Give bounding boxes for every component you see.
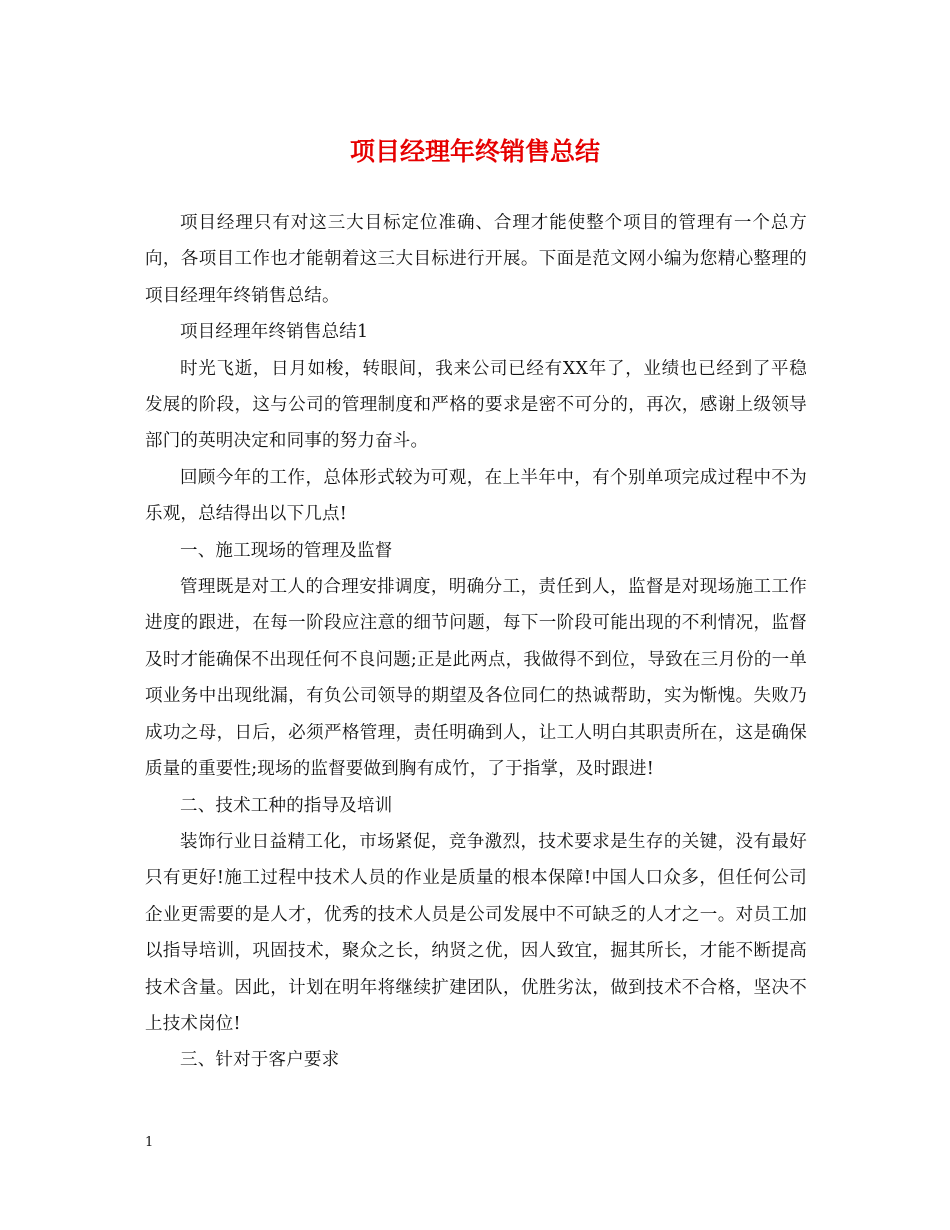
document-title: 项目经理年终销售总结 [349,137,600,166]
page-number: 1 [145,1135,154,1150]
body-paragraph: 管理既是对工人的合理安排调度，明确分工，责任到人，监督是对现场施工工作进度的跟进，在每一阶段应注意的细节问题，每下一阶段可能出现的不利情况，监督及时才能确保不出现任何不良问题;正是此两点，我做得不到位，导致在三月份的一单项业务中出现纰漏，有负公司领导的期望及各位同仁的热诚帮助，实为惭愧。失败乃成功之母，日后，必须严格管理，责任明确到人，让工人明白其职责所在，这是确保质量的重要性;现场的监督要做到胸有成竹，了于指掌，及时跟进! [145,577,807,780]
body-paragraph: 回顾今年的工作，总体形式较为可观，在上半年中，有个别单项完成过程中不为乐观，总结得出以下几点! [145,467,807,525]
section-heading-site-management: 一、施工现场的管理及监督 [180,540,393,561]
section-heading-customer-requirements: 三、针对于客户要求 [180,1050,340,1071]
intro-paragraph: 项目经理只有对这三大目标定位准确、合理才能使整个项目的管理有一个总方向，各项目工作也才能朝着这三大目标进行开展。下面是范文网小编为您精心整理的项目经理年终销售总结。 [145,213,807,306]
document-body [145,205,807,1079]
section-heading-technical-training: 二、技术工种的指导及培训 [180,795,393,816]
body-paragraph: 装饰行业日益精工化，市场紧促，竞争激烈，技术要求是生存的关键，没有最好只有更好!施工过程中技术人员的作业是质量的根本保障!中国人口众多，但任何公司企业更需要的是人才，优秀的技术人员是公司发展中不可缺乏的人才之一。对员工加以指导培训，巩固技术，聚众之长，纳贤之优，因人致宜，掘其所长，才能不断提高技术含量。因此，计划在明年将继续扩建团队，优胜劣汰，做到技术不合格，坚决不上技术岗位! [145,831,807,1034]
section-heading-summary-1: 项目经理年终销售总结1 [180,322,369,343]
body-paragraph: 时光飞逝，日月如梭，转眼间，我来公司已经有XX年了，业绩也已经到了平稳发展的阶段，这与公司的管理制度和严格的要求是密不可分的，再次，感谢上级领导部门的英明决定和同事的努力奋斗。 [145,358,807,452]
